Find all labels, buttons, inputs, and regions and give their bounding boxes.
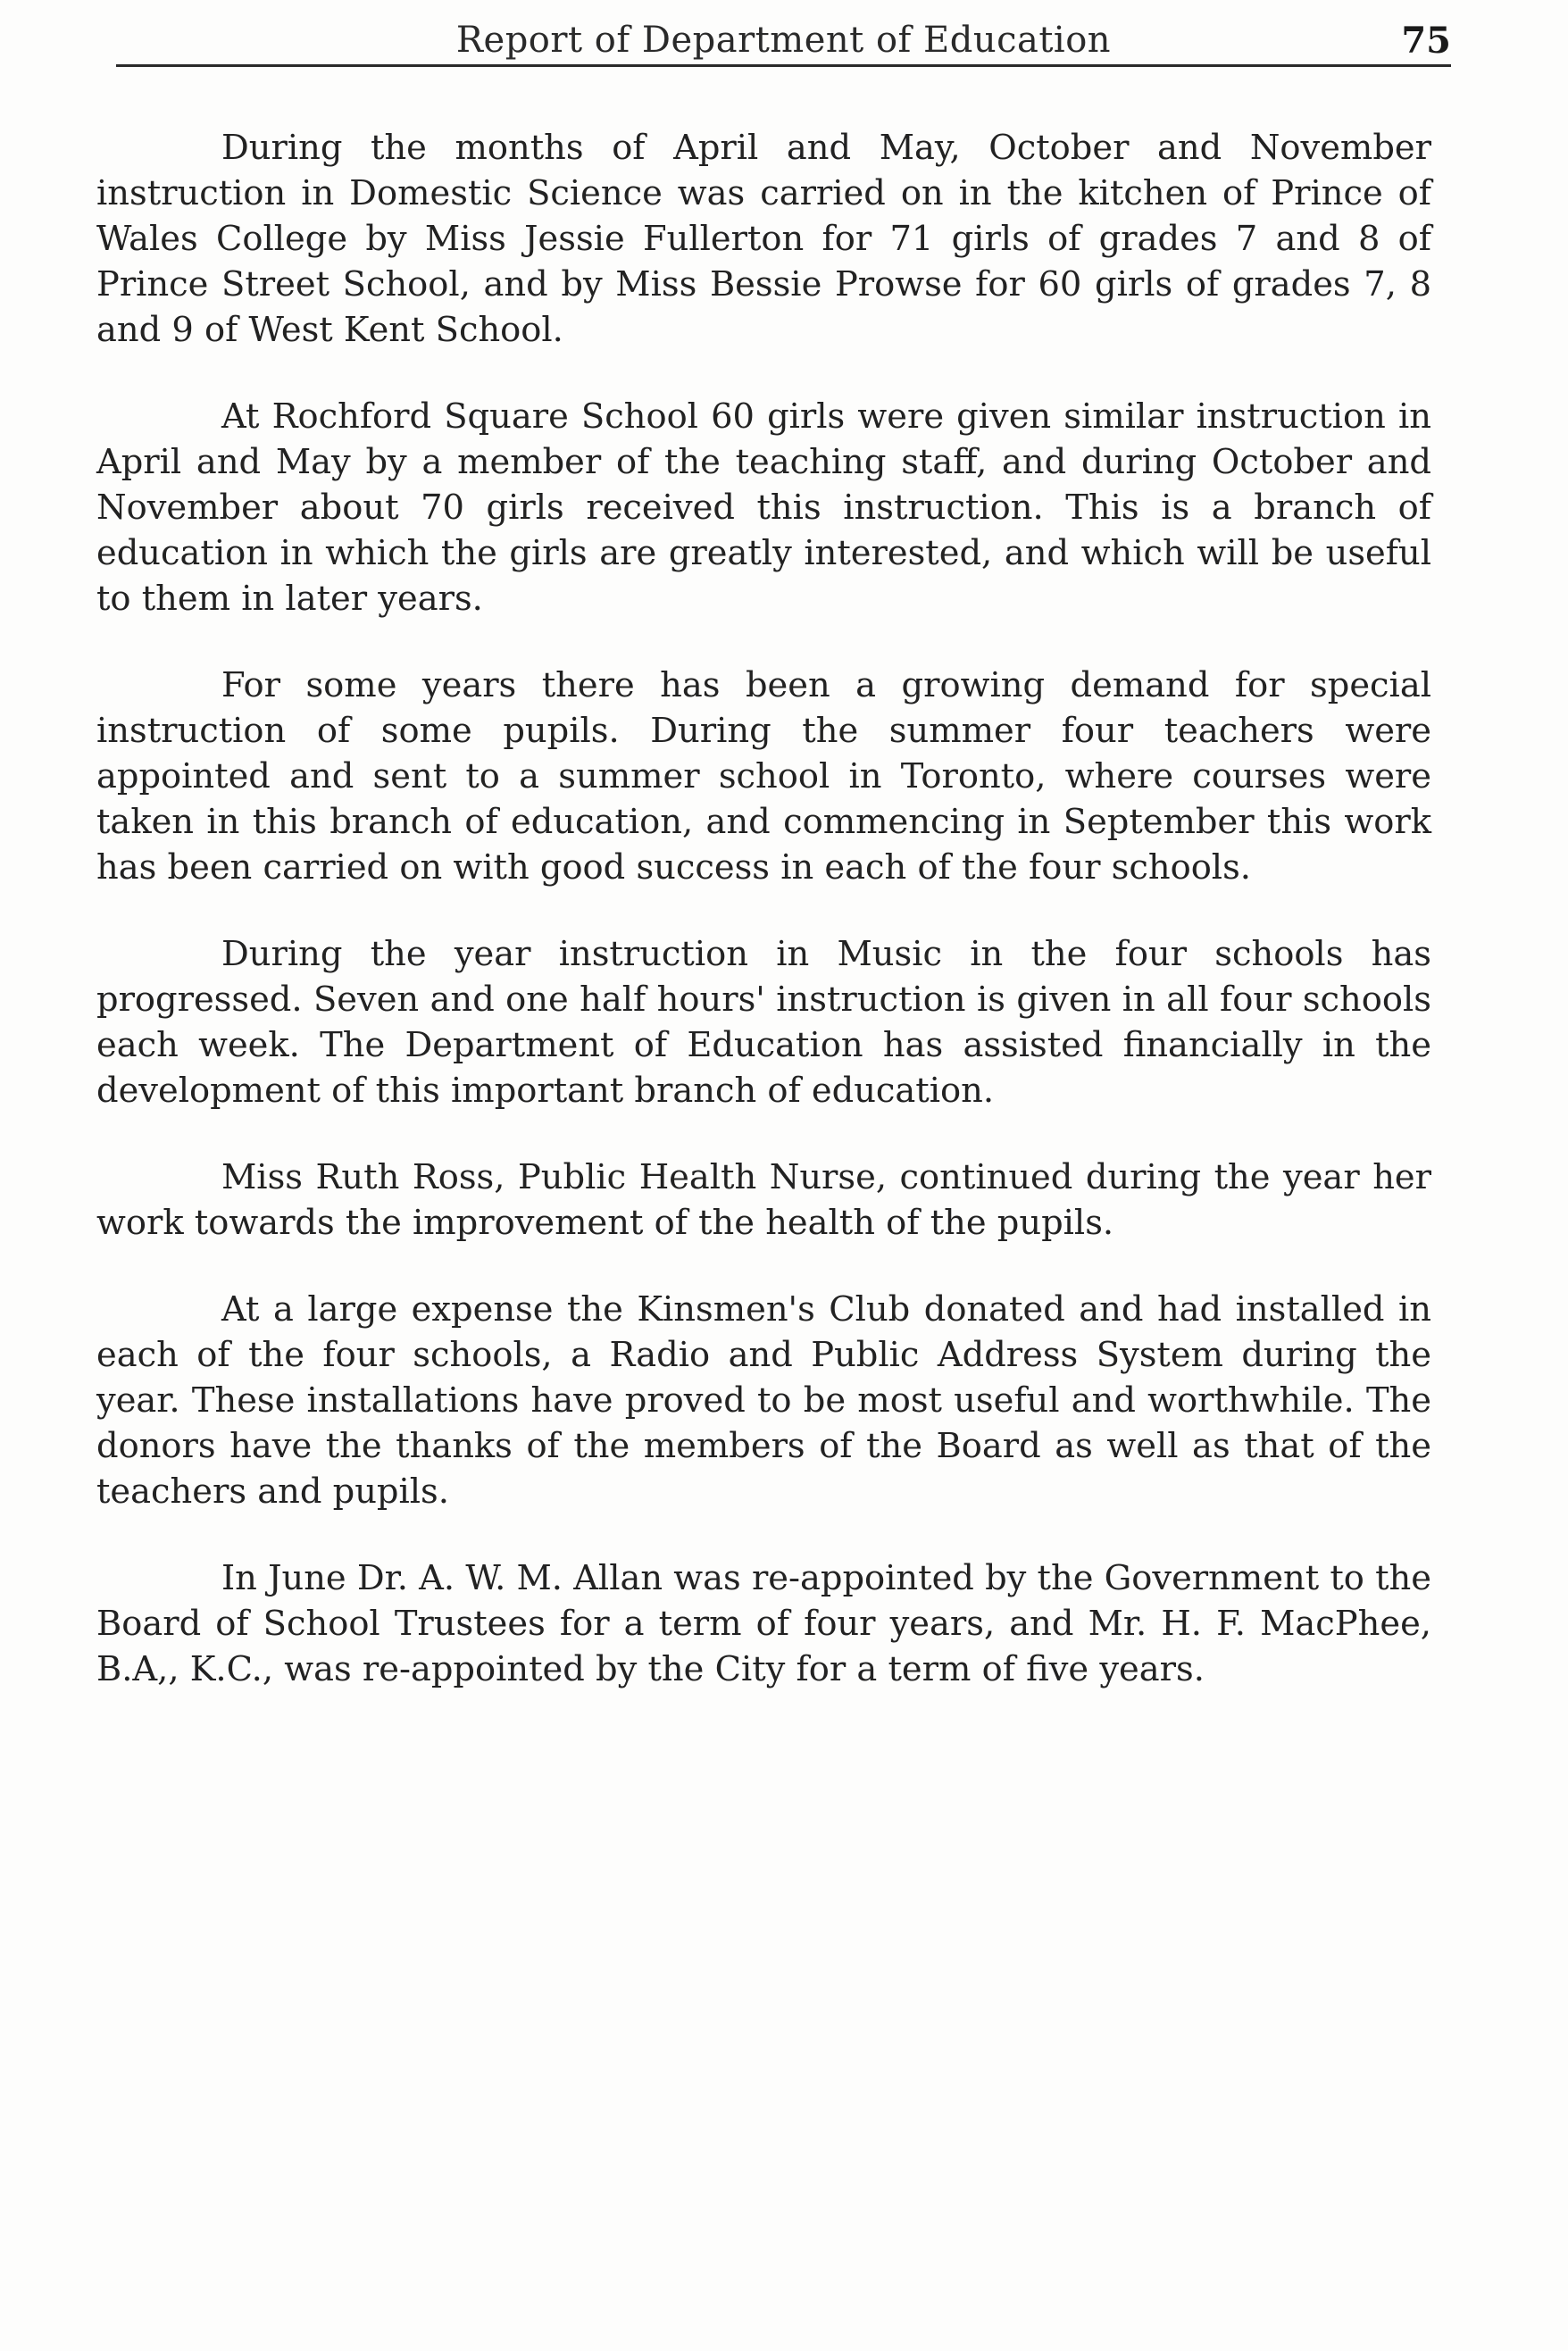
running-header bbox=[116, 13, 1451, 67]
paragraph-appointments: In June Dr. A. W. M. Allan was re-appointed by the Government to the Board of School Trustees for a term of four years, and Mr. H. F. MacPhee, B.A,, K.C., was re-appointed by the City for a term of five years. bbox=[96, 1558, 1431, 1689]
paragraph-music: During the year instruction in Music in the four schools has progressed. Seven and one half hours' instruction is given in all four schools each week. The Department of Education has assisted financially in the development of this important branch of education. bbox=[96, 934, 1431, 1111]
body-text bbox=[96, 125, 1431, 1733]
paragraph-kinsmens-club: At a large expense the Kinsmen's Club donated and had installed in each of the four schools, a Radio and Public Address System during the year. These installations have proved to be most useful and worthwhile. The donors have the thanks of the members of the Board as well as that of the teachers and pupils. bbox=[96, 1289, 1431, 1512]
paragraph-special-instruction: For some years there has been a growing demand for special instruction of some pupils. During the summer four teachers were appointed and sent to a summer school in Toronto, where courses were taken in this branch of education, and commencing in September this work has been carried on with good success in each of the four schools. bbox=[96, 665, 1431, 888]
header-title: Report of Department of Education bbox=[455, 20, 1112, 61]
paragraph-rochford-square: At Rochford Square School 60 girls were given similar instruction in April and May by a member of the teaching staff, and during October and November about 70 girls received this instruction. This is a branch of education in which the girls are greatly interested, and which will be useful to them in later years. bbox=[96, 396, 1431, 619]
paragraph-health-nurse: Miss Ruth Ross, Public Health Nurse, continued during the year her work towards the improvement of the health of the pupils. bbox=[96, 1157, 1431, 1243]
paragraph-domestic-science: During the months of April and May, October and November instruction in Domestic Science was carried on in the kitchen of Prince of Wales College by Miss Jessie Fullerton for 71 girls of grades 7 and 8 of Prince Street School, and by Miss Bessie Prowse for 60 girls of grades 7, 8 and 9 of West Kent School. bbox=[96, 128, 1431, 350]
page-number: 75 bbox=[1401, 20, 1451, 62]
